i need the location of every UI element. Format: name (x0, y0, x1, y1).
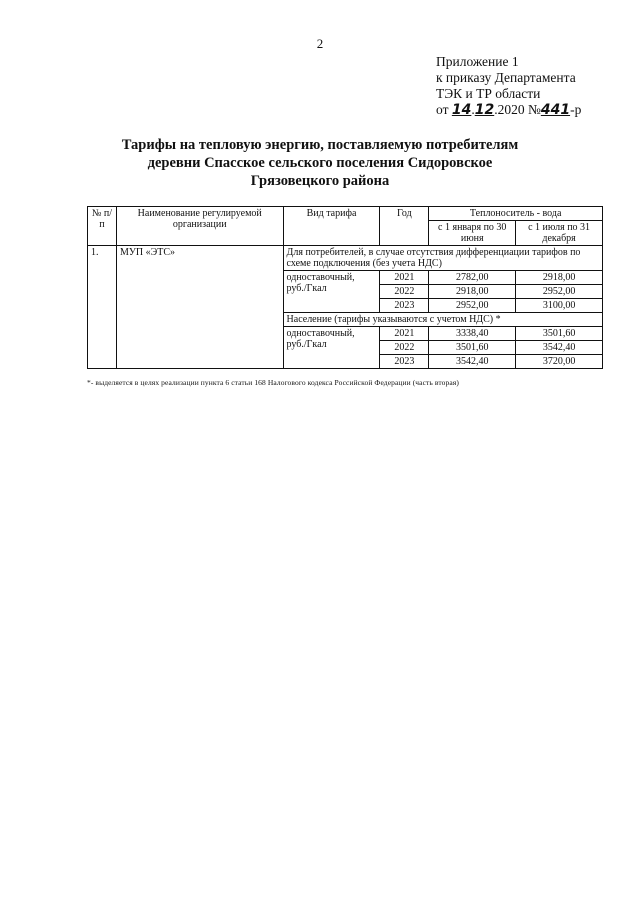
title-line-1: Тарифы на тепловую энергию, поставляемую потребителям (121, 137, 519, 153)
tariff-value-cell: 2952,00 (516, 285, 603, 299)
header-carrier: Теплоноситель - вода (429, 207, 603, 221)
appendix-date-line: от 14.12.2020 №441-р (436, 102, 582, 118)
year-cell: 2021 (380, 271, 429, 285)
org-name: МУП «ЭТС» (116, 246, 283, 369)
year-cell: 2023 (380, 355, 429, 369)
header-num: № п/п (88, 207, 117, 246)
header-org: Наименование регулируемой организации (116, 207, 283, 246)
date-month: 12 (474, 102, 495, 118)
tariff-value-cell: 3542,40 (429, 355, 516, 369)
section-caption: Для потребителей, в случае отсутствия дифференциации тарифов по схеме подключения (без учета НДС) (283, 246, 602, 271)
appendix-block (436, 54, 581, 118)
header-period-2: с 1 июля по 31 декабря (516, 221, 603, 246)
year-cell: 2022 (380, 285, 429, 299)
date-year: .2020 № (494, 102, 541, 117)
header-period-1: с 1 января по 30 июня (429, 221, 516, 246)
page-number: 2 (316, 36, 324, 51)
year-cell: 2021 (380, 327, 429, 341)
appendix-line-2: к приказу Департамента (436, 70, 576, 85)
year-cell: 2022 (380, 341, 429, 355)
tariff-type-cell: одноставочный, руб./Гкал (283, 327, 380, 369)
title-line-3: Грязовецкого района (250, 173, 390, 189)
order-suffix: -р (570, 102, 582, 117)
tariff-value-cell: 3338,40 (429, 327, 516, 341)
section-caption: Население (тарифы указываются с учетом НДС) * (283, 313, 602, 327)
section-caption-row (88, 246, 603, 271)
tariff-value-cell: 2918,00 (516, 271, 603, 285)
document-title (80, 136, 560, 190)
title-line-2: деревни Спасское сельского поселения Сидоровское (147, 155, 493, 171)
row-number: 1. (88, 246, 117, 369)
appendix-line-3: ТЭК и ТР области (436, 86, 541, 101)
tariff-value-cell: 2952,00 (429, 299, 516, 313)
tariff-value-cell: 3100,00 (516, 299, 603, 313)
order-number: 441 (540, 102, 571, 118)
footnote: *- выделяется в целях реализации пункта 6 статьи 168 Налогового кодекса Российской Федерации (часть вторая) (87, 378, 459, 387)
header-tariff-type: Вид тарифа (283, 207, 380, 246)
date-prefix: от (436, 102, 449, 117)
tariff-value-cell: 2782,00 (429, 271, 516, 285)
tariff-value-cell: 3501,60 (429, 341, 516, 355)
header-year: Год (380, 207, 429, 246)
tariff-table (87, 206, 603, 369)
date-day: 14 (451, 102, 472, 118)
tariff-value-cell: 3501,60 (516, 327, 603, 341)
tariff-value-cell: 3720,00 (516, 355, 603, 369)
tariff-value-cell: 2918,00 (429, 285, 516, 299)
year-cell: 2023 (380, 299, 429, 313)
table-header-row (88, 207, 603, 221)
appendix-line-1: Приложение 1 (436, 54, 519, 69)
tariff-type-cell: одноставочный, руб./Гкал (283, 271, 380, 313)
tariff-value-cell: 3542,40 (516, 341, 603, 355)
